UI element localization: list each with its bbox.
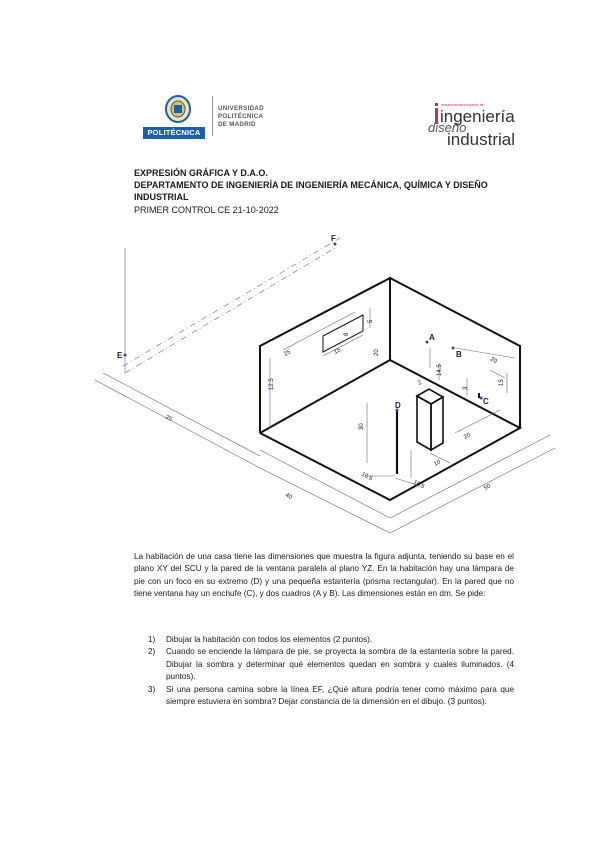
dim-10-5-b: 10.5 <box>412 479 426 491</box>
task-number: 1) <box>148 635 156 644</box>
upm-name <box>218 105 264 129</box>
etsidi-word-diseno: diseño <box>428 120 467 135</box>
task-text: Dibujar la habitación con todos los elementos (2 puntos). <box>166 635 373 644</box>
etsidi-school-line: escuela técnica superior de <box>441 103 484 107</box>
upm-line-2: POLITÉCNICA <box>218 113 264 120</box>
task-list <box>148 634 514 708</box>
etsidi-word-ingenieria: ingeniería <box>440 107 515 126</box>
point-e-label: E <box>117 351 123 360</box>
task-item <box>148 646 514 683</box>
point-a-label: A <box>429 333 435 342</box>
dim-5: 5 <box>368 319 374 323</box>
dim-50: 50 <box>483 483 492 492</box>
dim-10-5: 10.5 <box>360 471 374 483</box>
department-line-cont: INDUSTRIAL <box>134 192 189 202</box>
dim-15-b: 15 <box>499 379 505 386</box>
upm-line-3: DE MADRID <box>218 121 256 128</box>
point-d-label: D <box>395 401 401 410</box>
point-c-label: C <box>483 397 489 406</box>
shelf-front <box>417 396 431 450</box>
exam-date: PRIMER CONTROL CE 21-10-2022 <box>134 205 279 215</box>
point-b-label: B <box>456 350 462 359</box>
task-text: Si una persona camina sobre la línea EF, ¿Qué altura podría tener como máximo para que siempre estuviera en sombra? Dejar constancia de la dimensión en el dibujo. (3 puntos). <box>166 684 514 707</box>
upm-badge: POLITÉCNICA <box>143 127 205 139</box>
task-text: Cuando se enciende la lámpara de pie, se proyecta la sombra de la estantería sobre la pared. Dibujar la sombra y determinar qué elementos quedan en sombra y cuales iluminados. (4 puntos). <box>166 647 514 682</box>
isometric-room-figure <box>95 228 565 540</box>
dim-30: 30 <box>359 423 365 430</box>
dim-20-shelf: 20 <box>463 432 472 441</box>
shelf-side <box>431 397 443 450</box>
department-line: DEPARTAMENTO DE INGENIERÍA DE INGENIERÍA MECÁNICA, QUÍMICA Y DISEÑO <box>134 180 488 190</box>
task-number: 3) <box>148 684 156 694</box>
task-item <box>148 684 514 709</box>
dim-2: 2 <box>417 379 423 387</box>
left-wall-outline <box>260 278 390 433</box>
dim-3: 3 <box>463 386 469 390</box>
etsidi-word-industrial: industrial <box>447 130 516 149</box>
upm-crest-icon <box>160 94 196 124</box>
dim-20-b: 20 <box>489 356 498 365</box>
course-title: EXPRESIÓN GRÁFICA Y D.A.O. <box>134 168 268 178</box>
upm-line-1: UNIVERSIDAD <box>218 105 264 112</box>
dim-25-front: 25 <box>164 414 173 423</box>
dim-15-window: 15 <box>333 347 342 356</box>
problem-statement: La habitación de una casa tiene las dimensiones que muestra la figura adjunta, teniendo su base en el plano XY del SCU y la pared de la ventana paralela al plano YZ. En la habitación hay una lámpara de pie con un foco en su extremo (D) y una pequeña estantería (prisma rectangular). En la pared que no tiene ventana hay un enchufe (C), y dos cuadros (A y B). Las dimensiones están en dm. Se pide: <box>134 552 514 599</box>
window <box>323 315 363 352</box>
dim-14-5: 14.5 <box>437 364 443 376</box>
dim-10: 10 <box>433 459 442 468</box>
shelf-top <box>417 389 443 404</box>
task-number: 2) <box>148 647 156 657</box>
dim-25-window: 25 <box>283 349 292 358</box>
room-outline <box>260 360 520 500</box>
task-item <box>148 634 514 646</box>
dim-12-5: 12.5 <box>269 378 275 390</box>
dim-8: 8 <box>344 332 350 336</box>
dim-40: 40 <box>284 492 293 501</box>
point-f-label: F <box>331 234 336 243</box>
dim-20-wall: 20 <box>374 349 380 356</box>
logo-divider <box>212 96 213 136</box>
right-wall-outline <box>390 278 520 428</box>
